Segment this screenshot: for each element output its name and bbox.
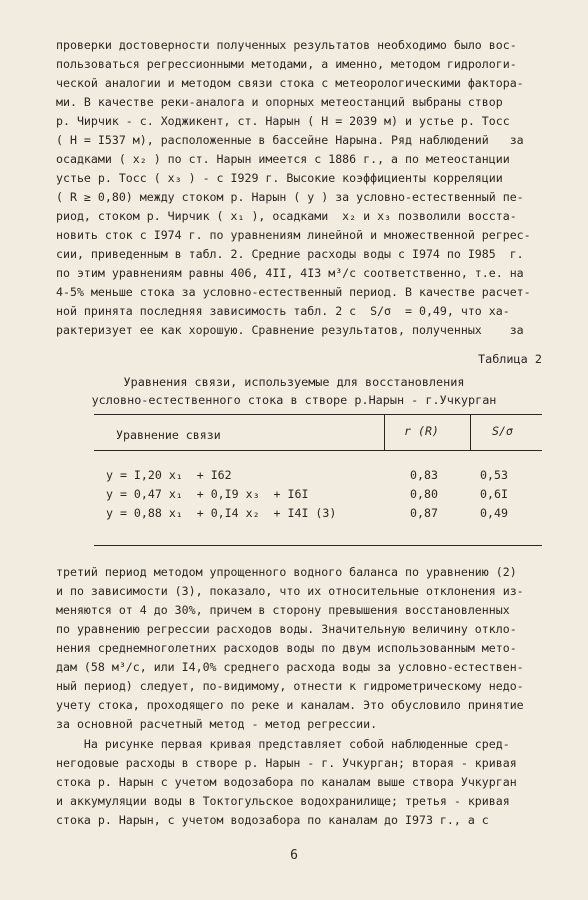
- text-line: негодовые расходы в створе р. Нарын - г. Учкурган; вторая - кривая: [56, 756, 517, 770]
- r-cell: 0,83: [410, 468, 438, 482]
- equation-cell: y = 0,88 x₁ + 0,I4 x₂ + I4I (3): [106, 506, 337, 520]
- text-line: 4-5% меньше стока за условно-естественный период. В качестве расчет-: [56, 285, 531, 299]
- r-cell: 0,80: [410, 487, 438, 501]
- text-line: ной принята последняя зависимость табл. 2 с S/σ = 0,49, что ха-: [56, 304, 510, 318]
- text-line: устье р. Тосс ( x₃ ) - с I929 г. Высокие коэффициенты корреляции: [56, 171, 503, 185]
- text-line: ми. В качестве реки-аналога и опорных метеостанций выбраны створ: [56, 95, 503, 109]
- table-column-divider: [384, 414, 385, 450]
- table-bottom-rule: [94, 545, 542, 546]
- equation-cell: y = I,20 x₁ + I62: [106, 468, 232, 482]
- text-line: проверки достоверности полученных результатов необходимо было вос-: [56, 38, 517, 52]
- table-header-s-sigma: S/σ: [492, 424, 513, 438]
- text-line: третий период методом упрощенного водного баланса по уравнению (2): [56, 565, 517, 579]
- text-line: нения среднемноголетних расходов воды по двум использованным мето-: [56, 641, 517, 655]
- r-cell: 0,87: [410, 506, 438, 520]
- text-line: стока р. Нарын с учетом водозабора по каналам выше створа Учкурган: [56, 775, 517, 789]
- equation-cell: y = 0,47 x₁ + 0,I9 x₃ + I6I: [106, 487, 309, 501]
- text-line: ный период) следует, по-видимому, отнести к гидрометрическому недо-: [56, 679, 524, 693]
- table-header-equation: Уравнение связи: [116, 428, 221, 442]
- text-line: и аккумуляции воды в Токтогульское водохранилище; третья - кривая: [56, 794, 510, 808]
- text-line: пользоваться регрессионными методами, а именно, методом гидрологи-: [56, 57, 517, 71]
- text-line: На рисунке первая кривая представляет собой наблюденные сред-: [56, 737, 510, 751]
- text-line: по уравнению регрессии расходов воды. Значительную величину откло-: [56, 622, 517, 636]
- s-cell: 0,53: [480, 468, 508, 482]
- text-line: рактеризует ее как хорошую. Сравнение результатов, полученных за: [56, 323, 524, 337]
- text-line: и по зависимости (3), показало, что их относительные отклонения из-: [56, 584, 524, 598]
- text-line: р. Чирчик - с. Ходжикент, ст. Нарын ( H = 2039 м) и устье р. Тосс: [56, 114, 510, 128]
- s-cell: 0,6I: [480, 487, 508, 501]
- text-line: ( R ≥ 0,80) между стоком р. Нарын ( y ) за условно-естественный пе-: [56, 190, 524, 204]
- text-line: стока р. Нарын, с учетом водозабора по каналам до I973 г., а с: [56, 813, 489, 827]
- text-line: за основной расчетный метод - метод регрессии.: [56, 717, 378, 731]
- table-column-divider: [470, 414, 471, 450]
- text-line: дам (58 м³/с, или I4,0% среднего расхода воды за условно-естествен-: [56, 660, 524, 674]
- text-line: ( H = I537 м), расположенные в бассейне Нарына. Ряд наблюдений за: [56, 133, 524, 147]
- table-header-r: r (R): [404, 424, 439, 438]
- text-line: риод, стоком р. Чирчик ( x₁ ), осадками x₂ и x₃ позволили восста-: [56, 209, 517, 223]
- table-caption-line: Уравнения связи, используемые для восстановления: [123, 375, 465, 389]
- text-line: учету стока, проходящего по реке и каналам. Это обусловило принятие: [56, 698, 524, 712]
- text-line: по этим уравнениям равны 406, 4II, 4I3 м³/с соответственно, т.е. на: [56, 266, 524, 280]
- table-top-rule: [94, 414, 542, 415]
- text-line: ческой аналогии и методом связи стока с метеорологическими фактора-: [56, 76, 524, 90]
- table-number-label: Таблица 2: [478, 352, 542, 366]
- text-line: меняются от 4 до 30%, причем в сторону превышения восстановленных: [56, 603, 510, 617]
- table-caption-line: условно-естественного стока в створе р.Нарын - г.Учкурган: [91, 393, 497, 407]
- text-line: осадками ( x₂ ) по ст. Нарын имеется с 1886 г., а по метеостанции: [56, 152, 510, 166]
- table-header-rule: [94, 450, 542, 451]
- text-line: новить сток с I974 г. по уравнениям линейной и множественной регрес-: [56, 228, 531, 242]
- text-line: сии, приведенным в табл. 2. Средние расходы воды с I974 по I985 г.: [56, 247, 524, 261]
- s-cell: 0,49: [480, 506, 508, 520]
- page-number: 6: [290, 848, 298, 863]
